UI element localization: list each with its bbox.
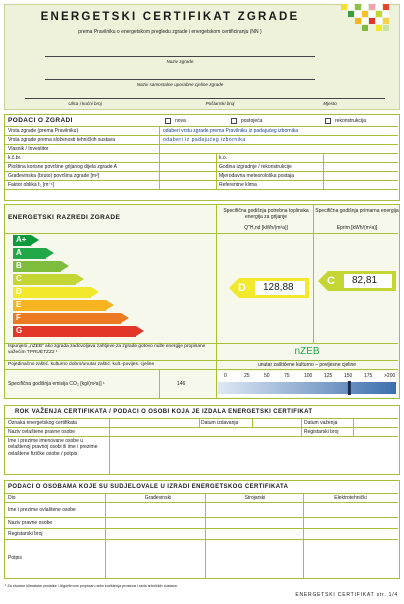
label-pojedinacno: Pojedinačno zaštić. kulturno dobro/unutar zaštić. kult.-povijes. cjeline	[8, 362, 155, 367]
energy-band-aplus: A+	[13, 235, 31, 246]
label-registarski: Registarski broj	[8, 531, 43, 537]
energy-band-b: B	[13, 261, 61, 272]
label-faktor-oblika: Faktor oblika f₀ [m⁻¹]	[8, 182, 55, 188]
label-datum-vazenja: Datum važenja	[304, 420, 338, 426]
label-col-primarna-unit: Eprim [kWh/(m²a)]	[336, 225, 378, 231]
certificate-logo-icon	[341, 4, 395, 32]
label-datum-izdavanja: Datum izdavanja	[201, 420, 239, 426]
label-col-primarna: Specifična godišnja primarna energija	[315, 208, 399, 214]
certificate-subtitle: prema Pravilniku o energetskom pregledu zgrade i energetskom certificiranju (NN )	[78, 29, 262, 35]
section-title-osobe: PODACI O OSOBAMA KOJE SU SUDJELOVALE U IZRADI ENERGETSKOG CERTIFIKATA	[8, 484, 289, 490]
co2-scale-tick: 50	[264, 373, 270, 379]
co2-scale-tick: 150	[344, 373, 353, 379]
footer-note: ¹ Za stvarne klimatske podatke / Algoritmom propisan raiim korištenja prostora i rada tehničkih sustava	[5, 584, 177, 588]
energy-band-d: D	[13, 287, 91, 298]
energy-band-e: E	[13, 300, 106, 311]
field-ulica: Ulica i kućni broj	[68, 101, 102, 106]
co2-value: 146	[177, 381, 186, 387]
label-potpis: Potpis	[8, 555, 22, 561]
label-naziv-pravne-osobe: Naziv ovlaštene pravne osobe	[8, 429, 75, 435]
label-oznaka: Oznaka energetskog certifikata	[8, 420, 77, 426]
section-title-razredi: ENERGETSKI RAZREDI ZGRADE	[8, 214, 121, 221]
heat-class-value: 128,88	[263, 282, 294, 293]
label-vlasnik: Vlasnik / Investitor	[8, 146, 49, 152]
label-nova: nova	[175, 118, 186, 124]
label-meteo-postaja: Mjerodavna meteorološka postaja	[219, 173, 295, 179]
label-postojeca: postojeća	[241, 118, 263, 124]
section-title-podaci: PODACI O ZGRADI	[8, 117, 73, 124]
label-slozenost: Vrsta zgrade prema složenosti tehničkih sustava	[8, 137, 116, 143]
field-line-address	[25, 98, 385, 99]
label-ime-osobe: Ime i prezime imenovane osobe u ovlaštenoj pravnoj osobi ili ime i prezime ovlaštene fizičke osobe / potpis	[8, 438, 98, 457]
co2-scale-tick: 100	[304, 373, 313, 379]
field-line-naziv	[45, 56, 315, 57]
label-kcbr: k.č.br.	[8, 155, 22, 161]
co2-scale-tick: 75	[284, 373, 290, 379]
label-col-grijanje: Specifična godišnja potrebna toplinska energija za grijanje	[223, 208, 309, 220]
label-ime-ovlastene: Ime i prezime ovlaštene osobe	[8, 507, 76, 513]
section-podaci-o-zgradi	[4, 114, 400, 201]
energy-band-f: F	[13, 313, 121, 324]
energy-band-a: A	[13, 248, 46, 259]
section-rok-vazenja	[4, 405, 400, 475]
field-mjesto: Mjesto	[323, 101, 337, 106]
select-vrsta-zgrade[interactable]: odaberi vrstu zgrade prema Pravilniku iz padajućeg izbornika	[163, 128, 299, 134]
nzeb-status: nZEB	[294, 346, 320, 357]
label-referentna-klima: Referentne klima	[219, 182, 257, 188]
field-naziv-cjeline: Naziv samostalne uporabne cjeline zgrade	[136, 82, 224, 87]
primary-class-value: 82,81	[352, 275, 378, 286]
co2-scale-tick: 25	[244, 373, 250, 379]
label-ko: k.o.	[219, 155, 228, 161]
section-osobe-sudjelovale	[4, 480, 400, 579]
label-nzeb: Ispunjeni „nZEB“ ako zgrada zadovoljava zahtjeve za zgrade gotovo nulte energije propisane važećim TPRUETZZ2 ¹	[8, 344, 206, 355]
page-number: ENERGETSKI CERTIFIKAT str. 1/4	[295, 592, 398, 598]
co2-scale-tick: 125	[324, 373, 333, 379]
energy-band-g: G	[13, 326, 136, 337]
field-naziv-zgrade: Naziv zgrade	[166, 59, 194, 64]
co2-marker	[348, 381, 351, 395]
label-naziv-pravne: Naziv pravne osobe	[8, 520, 53, 526]
label-godina-izgradnje: Godina izgradnje / rekonstrukcije	[219, 164, 292, 170]
label-elektrotehnicki: Elektrotehnički	[334, 495, 367, 501]
pojedinacno-value: unutar zaštićene kulturno – povijesne cjeline	[257, 362, 357, 368]
energy-band-c: C	[13, 274, 76, 285]
co2-scale-bar	[218, 381, 396, 395]
section-title-rok: ROK VAŽENJA CERTIFIKATA / PODACI O OSOBI KOJA JE IZDALA ENERGETSKI CERTIFIKAT	[15, 409, 313, 415]
checkbox-postojeca[interactable]	[231, 118, 237, 124]
field-postanski: Poštanski broj	[205, 101, 235, 106]
select-slozenost[interactable]: odaberi iz padajućeg izbornika	[163, 137, 246, 143]
label-gradjevinski: Građevinski	[144, 495, 172, 501]
label-strojarski: Strojarski	[244, 495, 266, 501]
label-registarski-broj: Registarski broj	[304, 429, 339, 435]
label-bruto-povrsina: Građevinska (bruto) površina zgrade [m²]	[8, 173, 100, 179]
certificate-title: ENERGETSKI CERTIFIKAT ZGRADE	[40, 11, 300, 23]
label-vrsta-zgrade: Vrsta zgrade (prema Pravilniku)	[8, 128, 79, 134]
label-co2: Specifična godišnja emisija CO₂ [kg/(m²a)] ¹	[8, 381, 105, 387]
label-rekonstrukcija: rekonstrukcija	[335, 118, 366, 124]
primary-class-letter: C	[327, 275, 335, 287]
heat-class-letter: D	[238, 282, 246, 294]
co2-scale-tick: >200	[384, 373, 396, 379]
co2-scale-ticks	[218, 373, 396, 379]
section-energetski-razredi	[4, 204, 400, 399]
label-col-grijanje-unit: Q''H,nd [kWh/(m²a)]	[244, 225, 288, 231]
co2-scale-tick: 175	[364, 373, 373, 379]
checkbox-nova[interactable]	[165, 118, 171, 124]
label-dio: Dio	[8, 495, 16, 501]
co2-scale	[218, 371, 396, 397]
checkbox-rekonstrukcija[interactable]	[325, 118, 331, 124]
co2-scale-tick: 0	[224, 373, 227, 379]
field-line-vlasnik	[45, 79, 315, 80]
label-korisna-povrsina: Ploština korisne površine grijanog dijela zgrade A	[8, 164, 117, 170]
